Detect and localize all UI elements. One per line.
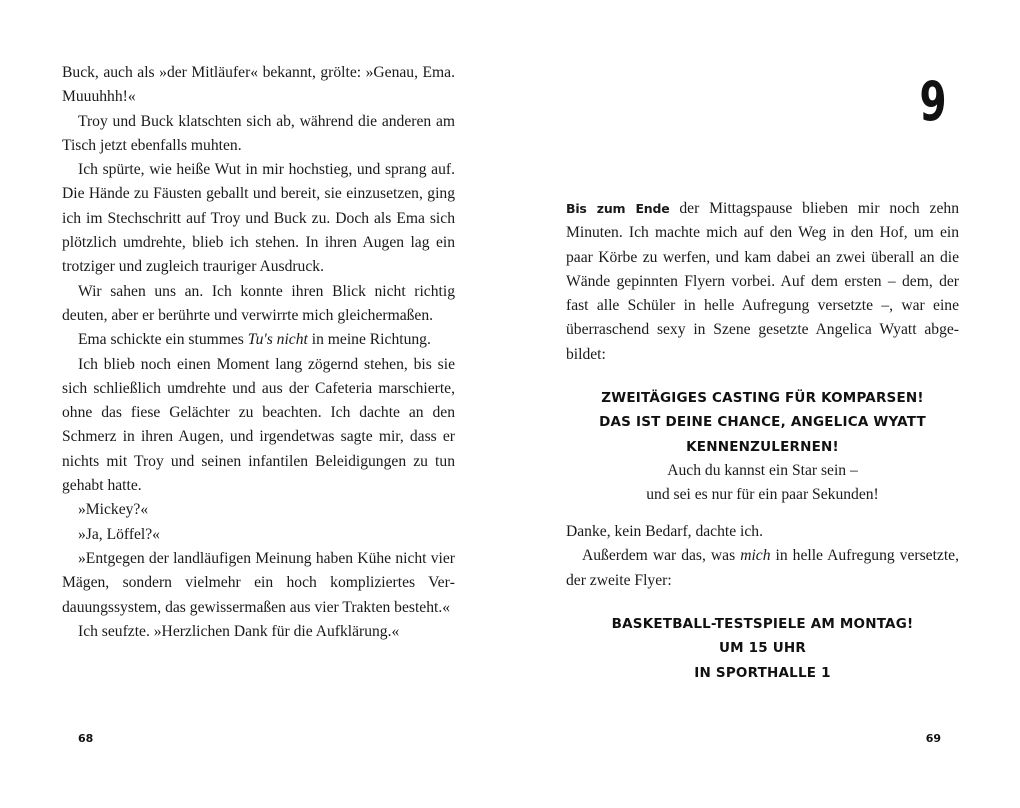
flyer-headline: ZWEITÄGIGES CASTING FÜR KOMPARSEN! xyxy=(601,390,924,406)
flyer-subline: und sei es nur für ein paar Sekunden! xyxy=(646,486,879,504)
flyer-headline: IN SPORTHALLE 1 xyxy=(694,664,831,681)
paragraph-text: der Mittagspause blieben mir noch zehn Minuten. Ich machte mich auf den Weg in den Hof, um ein paar Körbe zu werfen, und kam dabei an zwei überall an die Wände gepinnten Flyern vorbei. Auf dem ersten – dem, der fast alle Schüler in helle Aufregung versetzte –, war eine überraschend sexy in Szene gesetzte Angelica Wyatt abgebildet: xyxy=(566,200,959,363)
paragraph-text: Troy und Buck klatschten sich ab, während die anderen am Tisch jetzt ebenfalls muhten. xyxy=(62,112,455,154)
flyer-subline: Auch du kannst ein Star sein – xyxy=(667,461,858,479)
right-body-text xyxy=(566,197,959,367)
flyer-casting xyxy=(566,386,959,507)
flyer-headline: KENNENZULERNEN! xyxy=(686,438,839,455)
paragraph xyxy=(62,498,455,522)
left-body-text xyxy=(62,61,455,644)
paragraph xyxy=(62,110,455,159)
emphasis-text: mich xyxy=(740,547,771,565)
paragraph xyxy=(566,197,959,367)
paragraph-text: in helle Aufregung versetzte, der zweite Flyer: xyxy=(566,547,959,589)
paragraph xyxy=(566,520,959,544)
paragraph xyxy=(62,547,455,620)
paragraph-text: »Entgegen der landläufigen Meinung haben Kühe nicht vier Mägen, sondern vielmehr ein hoch kompliziertes Verdauungssystem, das gewissermaßen aus vier Trakten besteht.« xyxy=(62,549,455,616)
paragraph-text: in meine Richtung. xyxy=(307,331,431,349)
chapter-lead-in: Bis zum Ende xyxy=(566,201,670,216)
page-number-left: 68 xyxy=(78,732,94,745)
paragraph-text: »Mickey?« xyxy=(78,501,149,519)
paragraph-text: Ich seufzte. »Herzlichen Dank für die Aufklärung.« xyxy=(78,622,400,640)
paragraph-text: Buck, auch als »der Mitläufer« bekannt, grölte: »Genau, Ema. Muuuhhh!« xyxy=(62,64,455,106)
chapter-number: 9 xyxy=(919,70,947,133)
paragraph xyxy=(62,61,455,110)
paragraph xyxy=(62,353,455,499)
paragraph-text: Danke, kein Bedarf, dachte ich. xyxy=(566,523,764,540)
paragraph xyxy=(566,544,959,593)
paragraph-text: Ich spürte, wie heiße Wut in mir hochstieg, und sprang auf. Die Hände zu Fäusten geballt und bereit, sie einzusetzen, ging ich im Stechschritt auf Troy und Buck zu. Doch als Ema sich plötzlich umdrehte, blieb ich stehen. In ihren Augen lag ein trotziger und zugleich trauriger Ausdruck. xyxy=(62,161,455,276)
paragraph-text: Wir sahen uns an. Ich konnte ihren Blick nicht richtig deuten, aber er berührte und verwirrte mich gleichermaßen. xyxy=(62,282,455,324)
flyer-headline: BASKETBALL-TESTSPIELE AM MONTAG! xyxy=(611,616,914,632)
page-number-right: 69 xyxy=(925,732,941,745)
flyer-headline: DAS IST DEINE CHANCE, ANGELICA WYATT xyxy=(599,414,926,431)
paragraph xyxy=(62,158,455,279)
flyer-basketball xyxy=(566,612,959,685)
right-page xyxy=(510,0,1020,808)
paragraph-text: Außerdem war das, was xyxy=(582,547,741,565)
right-body-text-continued xyxy=(566,520,959,593)
flyer-headline: UM 15 UHR xyxy=(718,640,807,657)
paragraph-text: Ich blieb noch einen Moment lang zögernd stehen, bis sie sich schließlich umdrehte und aus der Cafeteria marschierte, ohne das fiese Gelächter zu beachten. Ich dachte an den Schmerz in ihren Augen, und irgendetwas sagte mir, dass er nichts mit Troy und seinen infantilen Beleidigungen zu tun gehabt hatte. xyxy=(62,355,455,495)
paragraph-text: »Ja, Löffel?« xyxy=(78,525,160,543)
paragraph xyxy=(62,523,455,547)
paragraph xyxy=(62,280,455,329)
paragraph-text: Ema schickte ein stummes xyxy=(78,331,248,349)
paragraph xyxy=(62,328,455,352)
emphasis-text: Tu's nicht xyxy=(247,331,308,349)
paragraph xyxy=(62,620,455,644)
